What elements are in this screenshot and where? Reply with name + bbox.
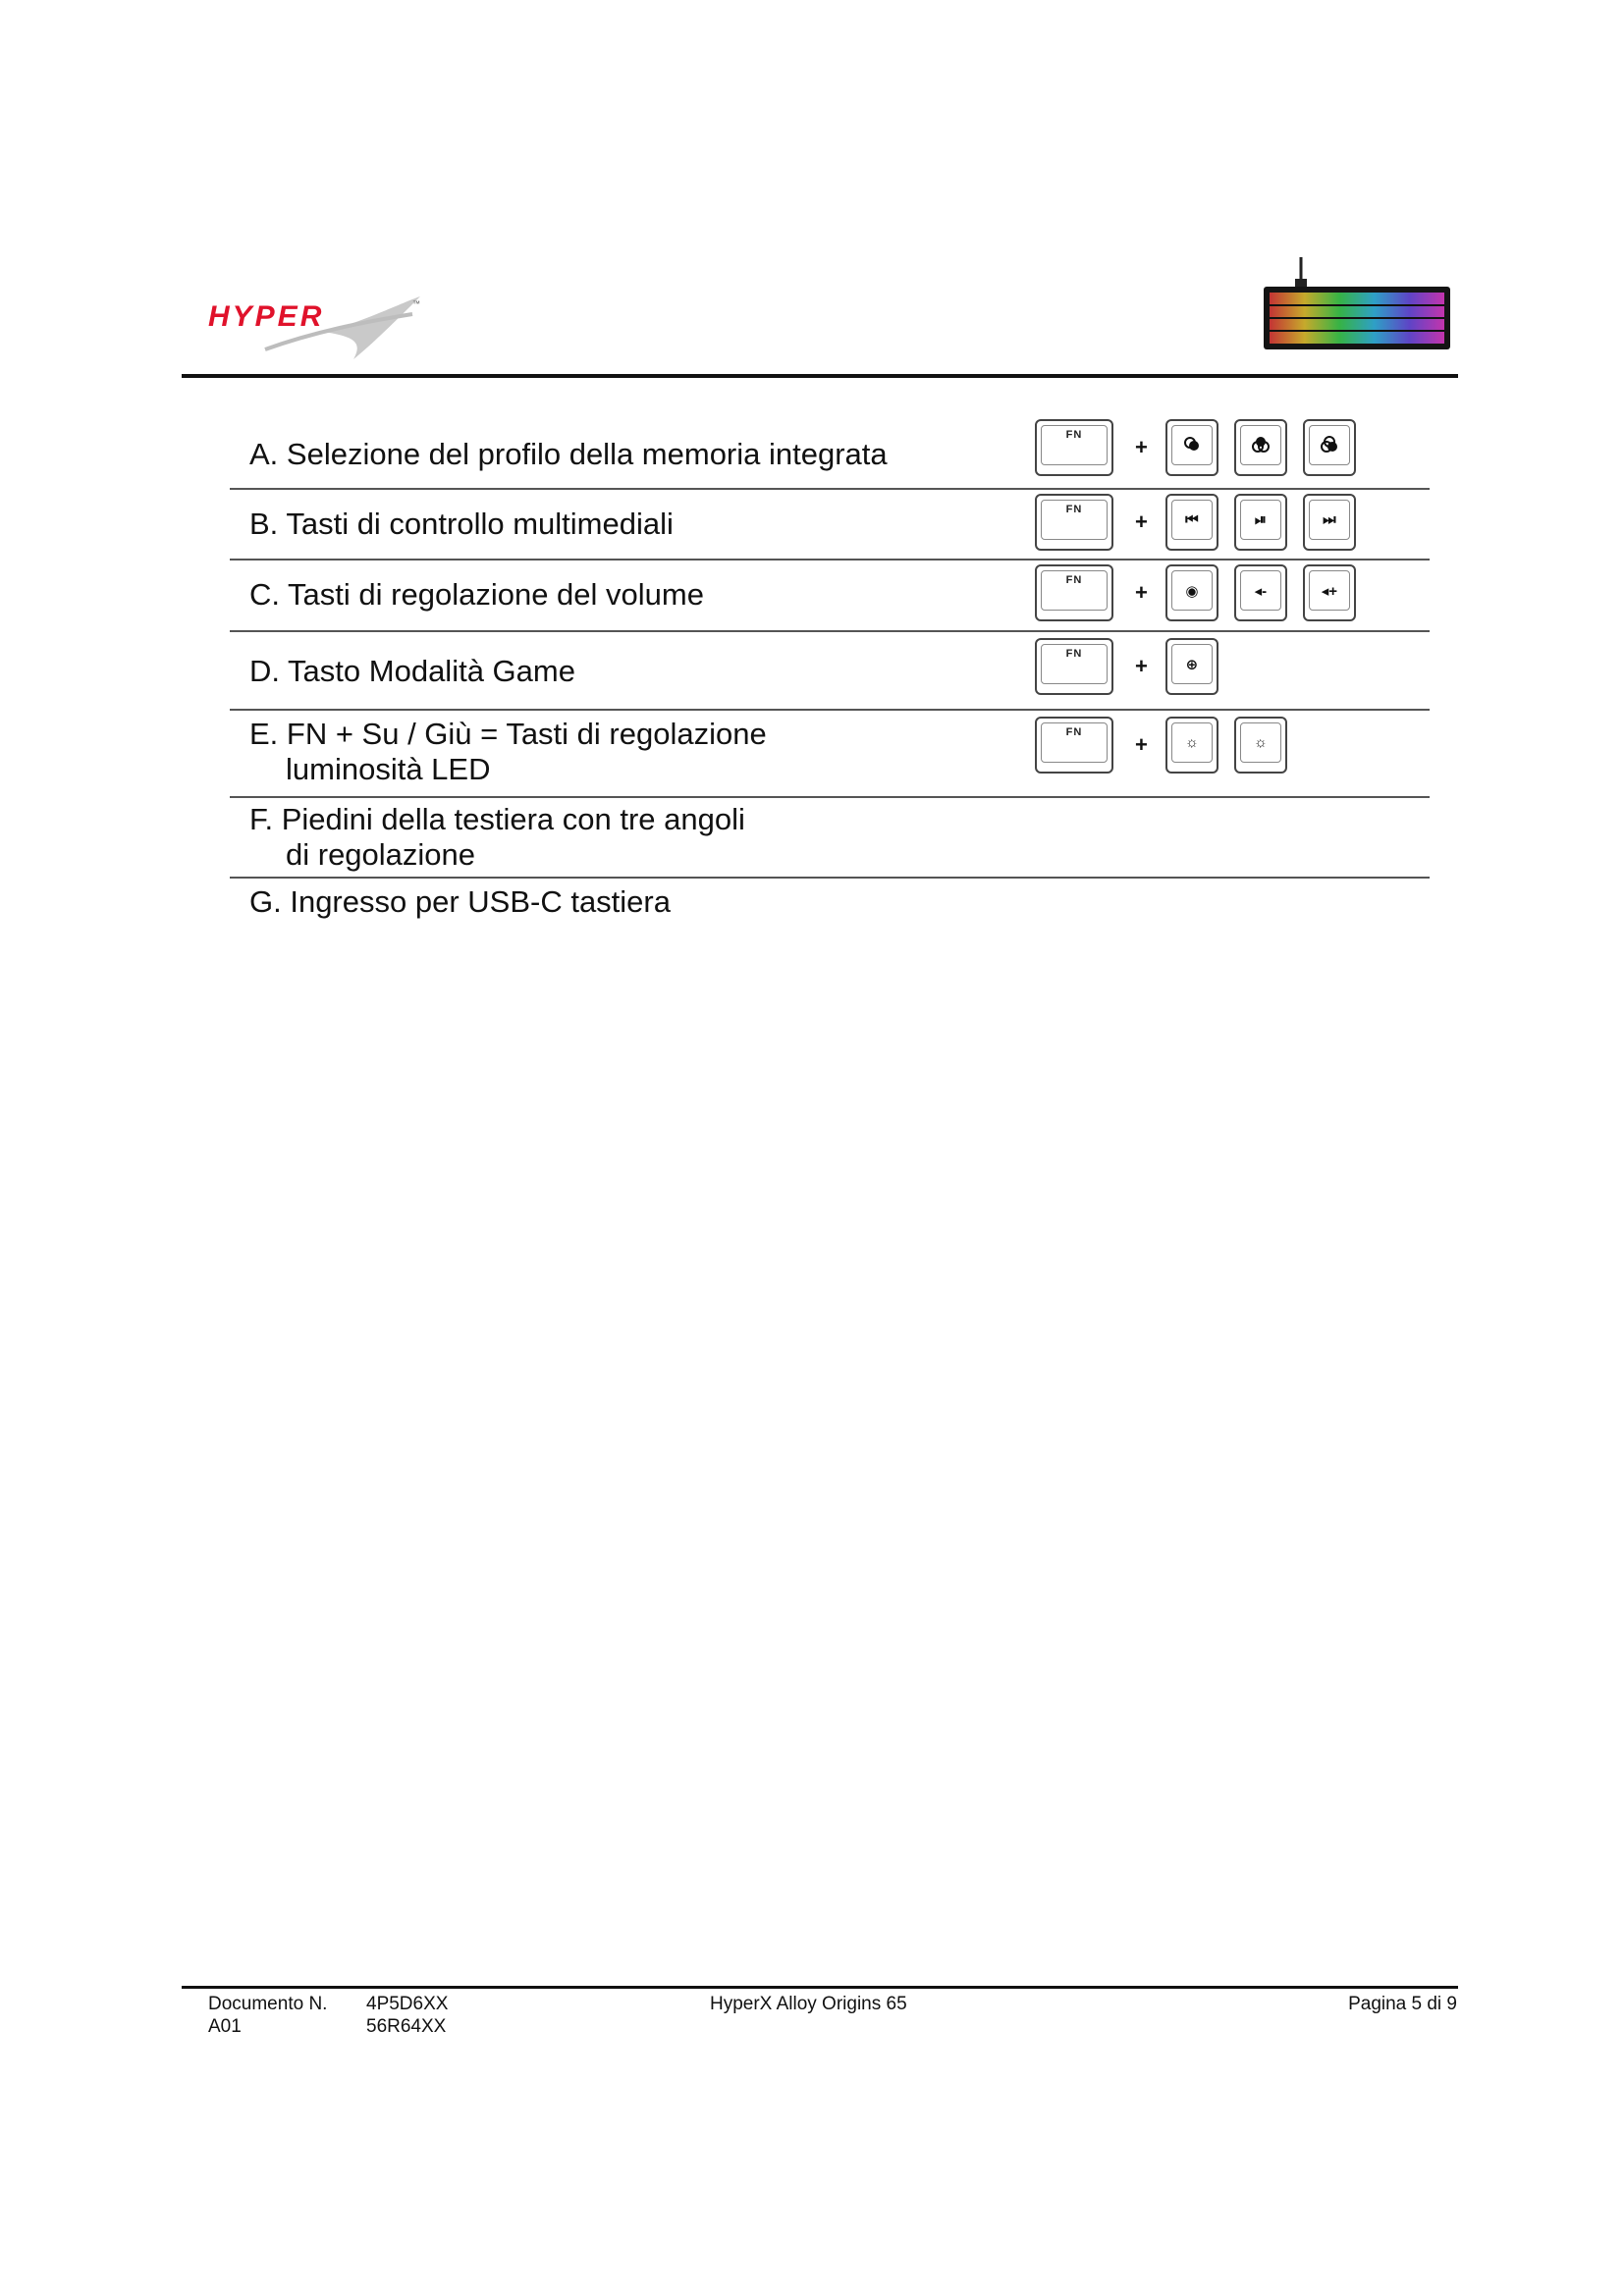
profile-2-icon — [1251, 435, 1271, 454]
volume-down-icon: ◂- — [1254, 583, 1268, 600]
next-track-key — [1303, 494, 1356, 551]
product-name: HyperX Alloy Origins 65 — [710, 1994, 907, 2014]
fn-key — [1035, 717, 1113, 774]
doc-number-2: 56R64XX — [366, 2016, 447, 2037]
item-e-line1: E. FN + Su / Giù = Tasti di regolazione — [249, 717, 767, 751]
list-item-b — [230, 490, 1430, 559]
next-track-icon: ⏭ — [1323, 511, 1336, 528]
keyboard-image — [1260, 257, 1456, 355]
header-rule — [182, 374, 1458, 378]
key-combo-b — [1035, 494, 1372, 551]
key-combo-d — [1035, 638, 1234, 695]
item-e-line2: luminosità LED — [286, 752, 491, 786]
key-combo-e — [1035, 717, 1303, 774]
plus-sign: + — [1135, 509, 1148, 534]
volume-up-key — [1303, 564, 1356, 621]
list-item-a — [230, 417, 1430, 488]
fn-key-label: FN — [1065, 574, 1083, 586]
item-c-text: C. Tasti di regolazione del volume — [249, 577, 704, 612]
fn-key-label: FN — [1065, 648, 1083, 660]
play-pause-icon: ⏯ — [1254, 511, 1267, 528]
list-item-f — [230, 798, 1430, 877]
profile-1-key — [1165, 419, 1218, 476]
list-item-d — [230, 632, 1430, 709]
profile-3-icon — [1320, 435, 1339, 454]
page-number: Pagina 5 di 9 — [1348, 1994, 1457, 2014]
volume-up-icon: ◂+ — [1321, 583, 1337, 600]
profile-3-key — [1303, 419, 1356, 476]
item-a-text: A. Selezione del profilo della memoria integrata — [249, 437, 888, 471]
key-combo-a — [1035, 419, 1372, 476]
item-f-line1: F. Piedini della testiera con tre angoli — [249, 802, 745, 836]
doc-number: 4P5D6XX — [366, 1994, 449, 2014]
plus-sign: + — [1135, 435, 1148, 459]
doc-label: Documento N. — [208, 1994, 328, 2014]
game-mode-key — [1165, 638, 1218, 695]
item-g-text: G. Ingresso per USB-C tastiera — [249, 884, 671, 919]
plus-sign: + — [1135, 732, 1148, 757]
svg-text:™: ™ — [412, 299, 420, 308]
volume-down-key — [1234, 564, 1287, 621]
footer-rule — [182, 1986, 1458, 1989]
play-pause-key — [1234, 494, 1287, 551]
brightness-down-icon: ☼ — [1253, 734, 1268, 751]
brightness-up-icon: ☼ — [1184, 734, 1199, 751]
plus-sign: + — [1135, 654, 1148, 678]
brightness-up-key — [1165, 717, 1218, 774]
list-item-e — [230, 711, 1430, 796]
item-f-text — [249, 802, 745, 873]
revision: A01 — [208, 2016, 242, 2037]
fn-key — [1035, 638, 1113, 695]
fn-key-label: FN — [1065, 429, 1083, 441]
previous-track-icon: ⏮ — [1185, 511, 1199, 528]
item-e-text — [249, 717, 767, 787]
brightness-down-key — [1234, 717, 1287, 774]
mute-key — [1165, 564, 1218, 621]
svg-text:HYPER: HYPER — [208, 300, 325, 333]
item-f-line2: di regolazione — [286, 837, 476, 872]
plus-sign: + — [1135, 580, 1148, 605]
fn-key — [1035, 419, 1113, 476]
previous-track-key — [1165, 494, 1218, 551]
game-mode-icon: ⊕ — [1185, 657, 1199, 673]
profile-2-key — [1234, 419, 1287, 476]
mute-icon: ◉ — [1185, 583, 1199, 600]
fn-key — [1035, 494, 1113, 551]
key-combo-c — [1035, 564, 1372, 621]
item-d-text: D. Tasto Modalità Game — [249, 654, 575, 688]
hyperx-logo — [206, 293, 432, 363]
list-item-g — [230, 879, 1430, 928]
profile-1-icon — [1182, 435, 1202, 454]
item-b-text: B. Tasti di controllo multimediali — [249, 507, 674, 541]
fn-key — [1035, 564, 1113, 621]
list-item-c — [230, 561, 1430, 630]
fn-key-label: FN — [1065, 504, 1083, 515]
fn-key-label: FN — [1065, 726, 1083, 738]
